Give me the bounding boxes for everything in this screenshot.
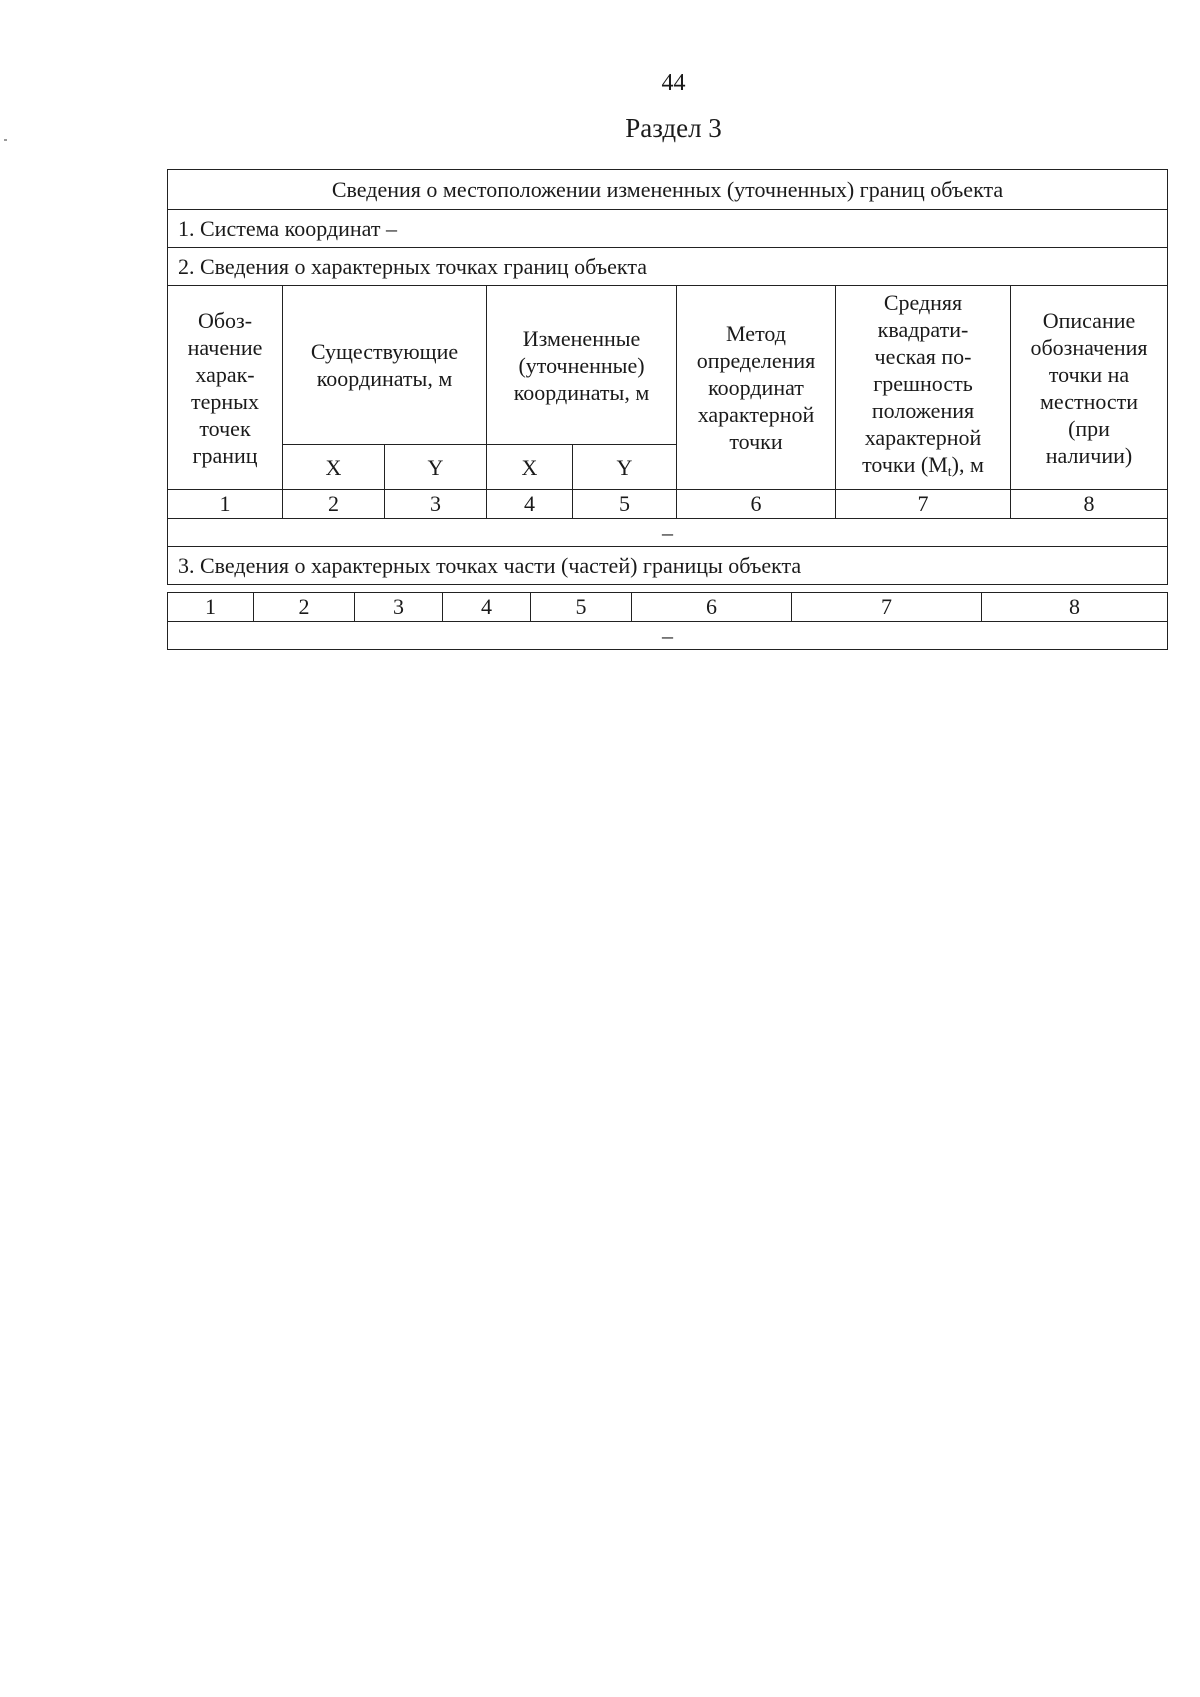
parts-column-number: 6 [632,593,792,622]
parts-column-number: 1 [168,593,254,622]
column-number: 8 [1011,490,1168,519]
parts-column-number: 5 [531,593,632,622]
mse-unit: ), м [951,452,984,477]
page-number: 44 [661,70,686,96]
parts-empty-data-row: – [168,622,1168,650]
header-existing-coordinates: Существующие координаты, м [283,286,487,445]
boundary-points-table [167,169,1168,585]
header-point-designation: Обоз- начение харак- терных точек границ [168,286,283,490]
scan-artifact [4,139,7,141]
subsection-2-heading: 2. Сведения о характерных точках границ объекта [168,248,1168,286]
header-changed-x: X [487,445,573,490]
header-changed-coordinates: Измененные (уточненные) координаты, м [487,286,677,445]
column-number: 6 [677,490,836,519]
header-mean-square-error [836,286,1011,490]
mse-subscript: t [947,465,952,480]
header-changed-y: Y [573,445,677,490]
column-number: 4 [487,490,573,519]
subsection-3-heading: 3. Сведения о характерных точках части (частей) границы объекта [168,547,1168,585]
column-number: 5 [573,490,677,519]
column-number: 1 [168,490,283,519]
parts-column-number: 8 [982,593,1168,622]
section-title: Раздел 3 [625,113,722,143]
header-existing-x: X [283,445,385,490]
parts-column-number: 2 [254,593,355,622]
header-method: Метод определения координат характерной точки [677,286,836,490]
header-description: Описание обозначения точки на местности (при наличии) [1011,286,1168,490]
mse-label: Средняя квадрати- ческая по- грешность положения характерной точки (M [862,290,982,477]
column-number: 7 [836,490,1011,519]
coordinate-system-row: 1. Система координат – [168,210,1168,248]
header-existing-y: Y [385,445,487,490]
parts-column-number: 3 [355,593,443,622]
column-number: 2 [283,490,385,519]
empty-data-row: – [168,519,1168,547]
table-title: Сведения о местоположении измененных (уточненных) границ объекта [168,170,1168,210]
boundary-parts-table [167,592,1168,650]
parts-column-number: 4 [443,593,531,622]
parts-column-number: 7 [792,593,982,622]
column-number: 3 [385,490,487,519]
